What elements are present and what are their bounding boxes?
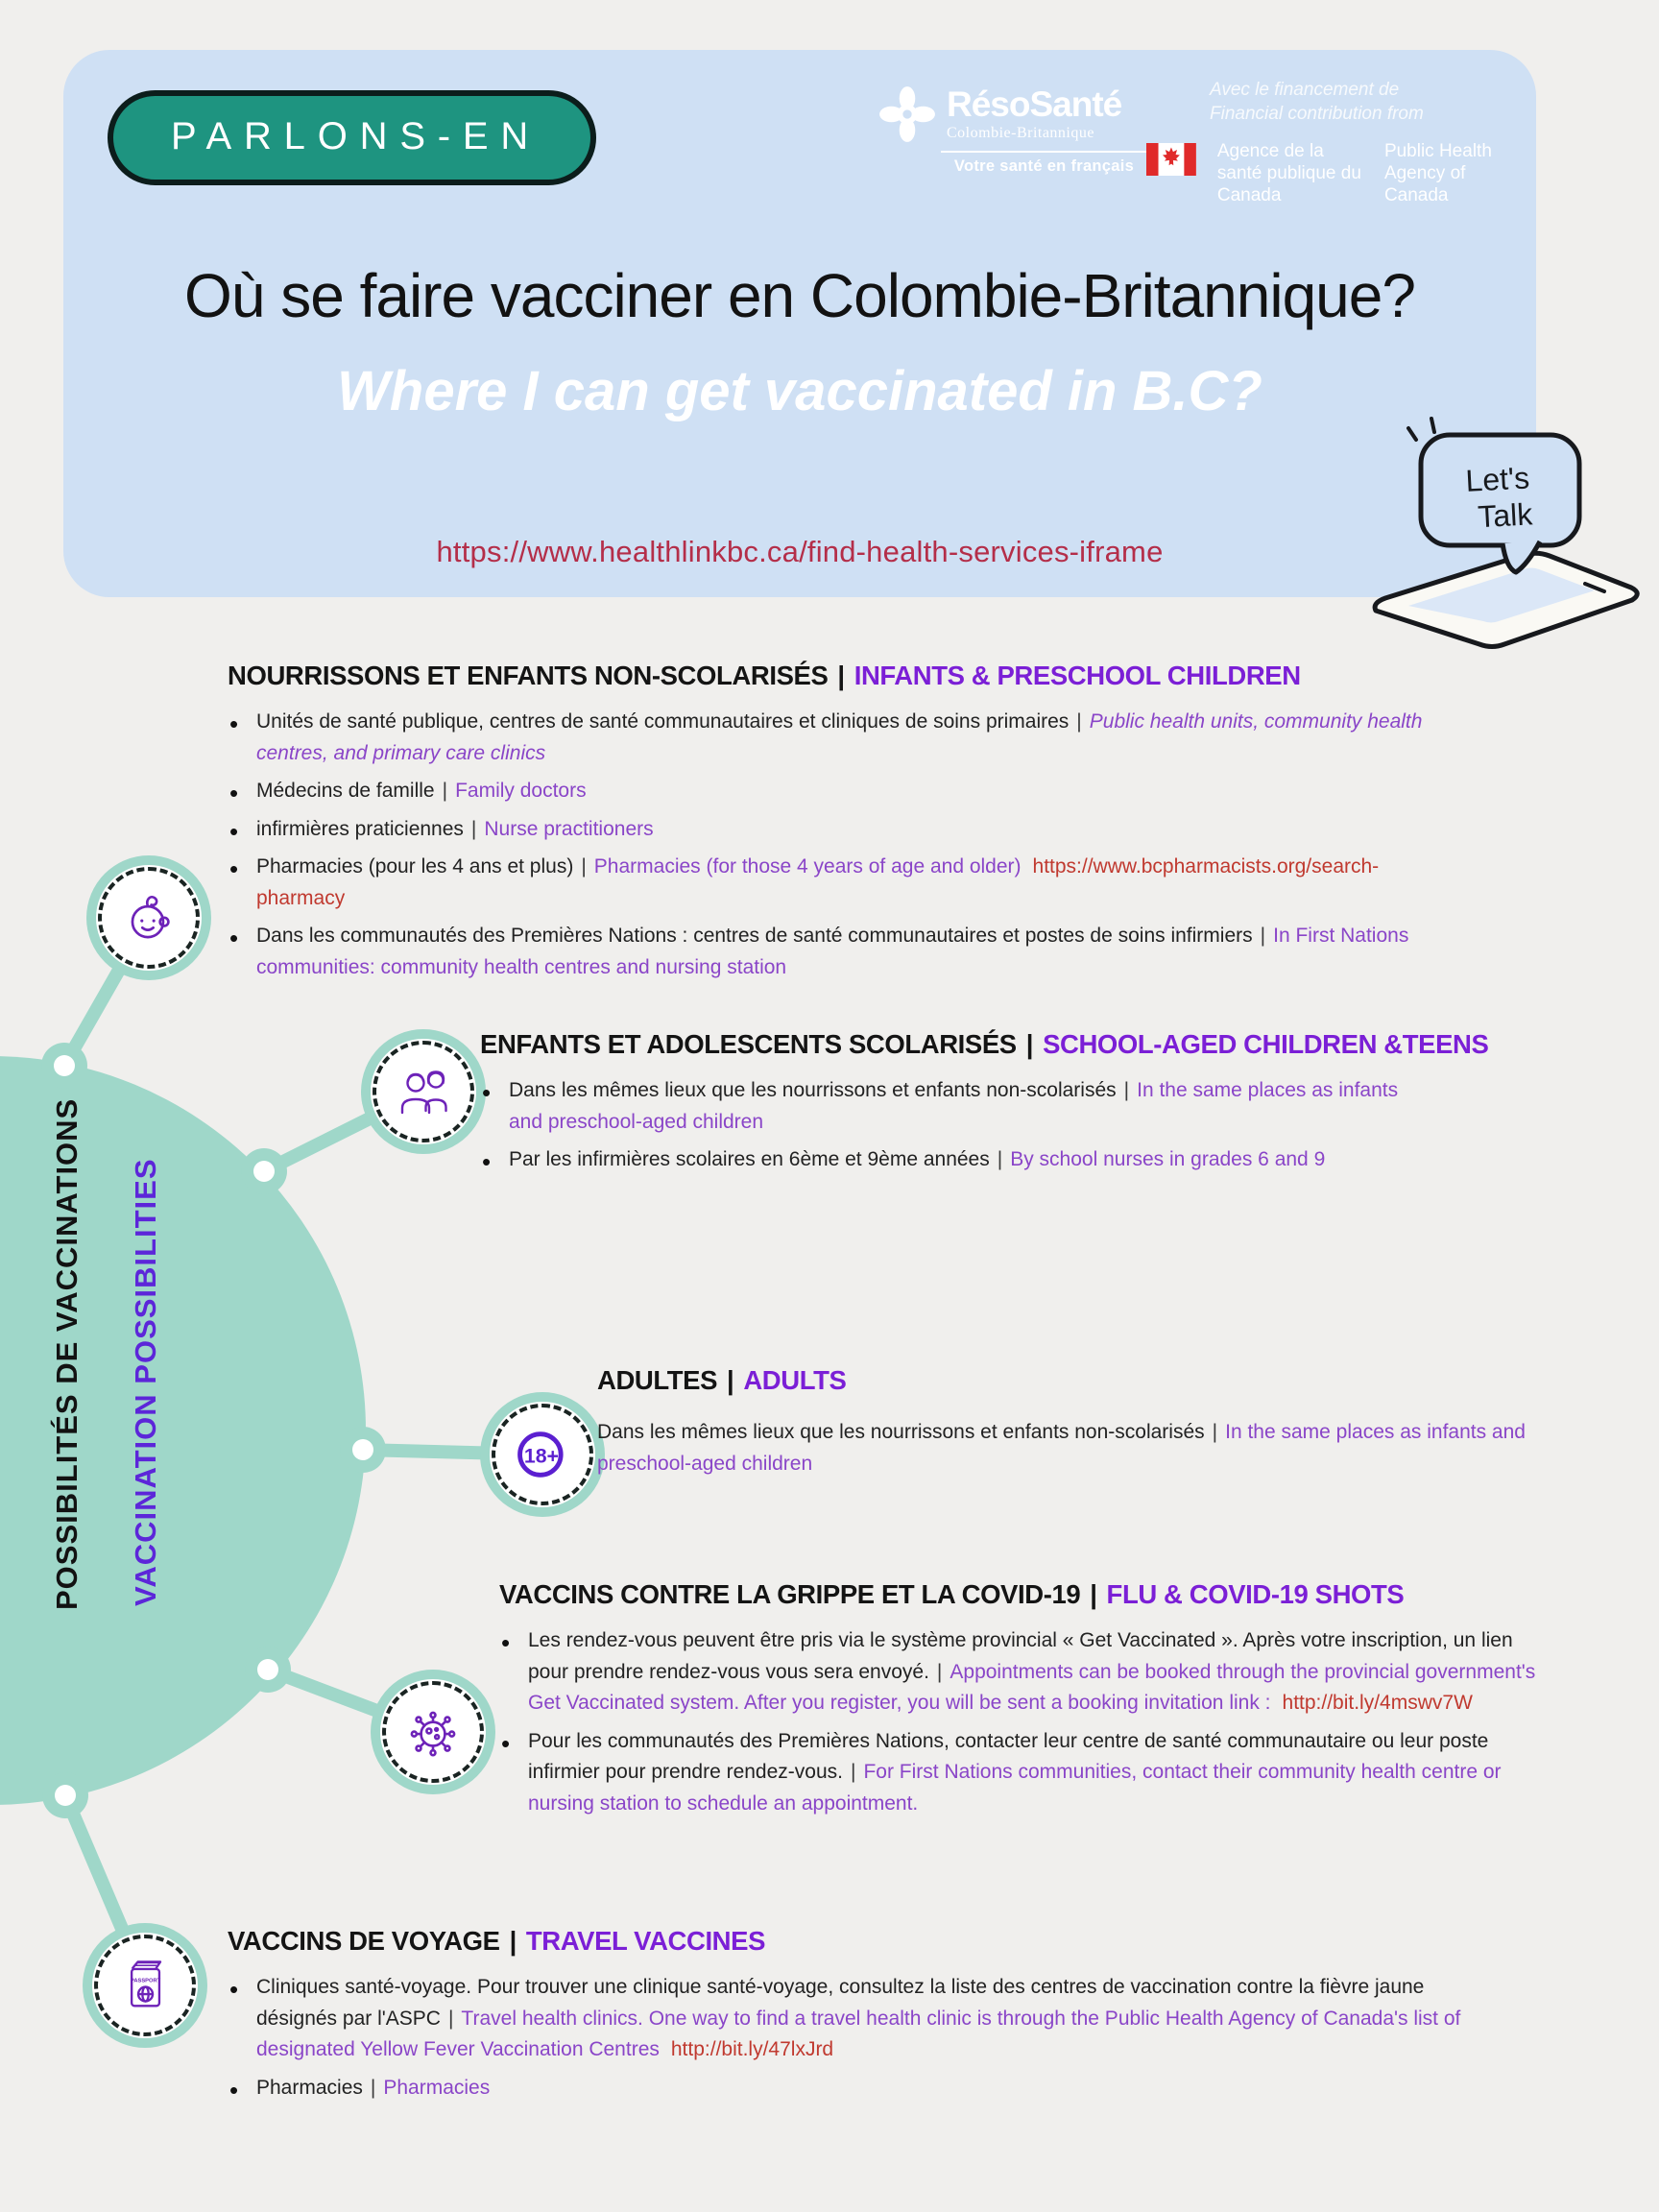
item-text-en: Nurse practitioners <box>484 817 654 840</box>
heading-separator: | <box>1025 1029 1034 1059</box>
item-text-en: Family doctors <box>455 780 587 803</box>
lets-talk-graphic <box>1358 411 1647 665</box>
list-item <box>256 814 1445 846</box>
section-infants-list <box>228 707 1445 983</box>
item-text-fr: Par les infirmières scolaires en 6ème et 9ème années <box>509 1148 990 1171</box>
list-item <box>256 921 1445 983</box>
item-text-en: Public health units, community health centres, and primary care clinics <box>256 710 1423 764</box>
logo-divider <box>941 151 1147 153</box>
section-infants <box>228 661 1445 990</box>
item-text-en: In the same places as infants and preschool-aged children <box>597 1421 1526 1475</box>
family-icon <box>393 1062 454 1121</box>
virus-icon <box>403 1702 463 1762</box>
funding-attribution <box>1146 79 1530 207</box>
item-text-fr: Médecins de famille <box>256 780 435 803</box>
item-text-fr: Pour les communautés des Premières Nations, contacter leur centre de santé communautaire ou leur poste infirmier pour prendre rendez-vous. <box>528 1729 1489 1784</box>
school-age-icon-circle <box>371 1039 476 1144</box>
flu-covid-icon-circle <box>380 1679 486 1785</box>
item-text-en: Travel health clinics. One way to find a travel health clinic is through the Public Health Agency of Canada's list of designated Yellow Fever Vaccination Centres <box>256 2007 1461 2061</box>
main-title-en: Where I can get vaccinated in B.C? <box>337 360 1262 422</box>
item-text-en: For First Nations communities, contact their community health centre or nursing station to schedule an appointment. <box>528 1761 1502 1815</box>
logo-subtitle: Colombie-Britannique <box>947 125 1094 141</box>
logo-tagline: Votre santé en français <box>953 157 1135 175</box>
section-travel <box>228 1926 1504 2110</box>
item-text-en: Pharmacies (for those 4 years of age and older) <box>593 855 1022 878</box>
separator: | <box>581 855 587 878</box>
list-item <box>256 776 1445 807</box>
funding-intro <box>1210 79 1530 126</box>
item-text-fr: Dans les communautés des Premières Nations : centres de santé communautaires et postes de soins infirmiers <box>256 925 1253 948</box>
item-text-en: By school nurses in grades 6 and 9 <box>1010 1148 1326 1171</box>
item-text-fr: Dans les mêmes lieux que les nourrissons et enfants non-scolarisés <box>597 1421 1205 1443</box>
heading-fr: VACCINS CONTRE LA GRIPPE ET LA COVID-19 <box>499 1579 1081 1609</box>
funding-line-en: Financial contribution from <box>1210 103 1424 124</box>
heading-fr: ENFANTS ET ADOLESCENTS SCOLARISÉS <box>480 1029 1017 1059</box>
eighteen-plus-label: 18+ <box>523 1444 560 1468</box>
healthlink-link[interactable]: https://www.healthlinkbc.ca/find-health-services-iframe <box>436 535 1164 568</box>
get-vaccinated-link[interactable]: http://bit.ly/4mswv7W <box>1282 1692 1473 1715</box>
header-url <box>63 535 1536 569</box>
heading-fr: VACCINS DE VOYAGE <box>228 1926 500 1956</box>
travel-icon-circle <box>92 1933 198 2038</box>
resosante-logo <box>878 84 1146 176</box>
yellow-fever-centres-link[interactable]: http://bit.ly/47lxJrd <box>670 2038 834 2061</box>
separator: | <box>370 2076 376 2099</box>
section-school-list <box>480 1075 1426 1176</box>
list-item <box>528 1625 1541 1719</box>
heading-en: SCHOOL-AGED CHILDREN &TEENS <box>1043 1029 1489 1059</box>
section-school-heading <box>480 1029 1489 1060</box>
separator: | <box>1260 925 1266 948</box>
separator: | <box>470 817 477 840</box>
item-text-fr: Cliniques santé-voyage. Pour trouver une clinique santé-voyage, consultez la liste des centres de vaccination contre la fièvre jaune désignés par l'ASPC <box>256 1976 1425 2030</box>
section-travel-heading <box>228 1926 1504 1957</box>
heading-en: FLU & COVID-19 SHOTS <box>1106 1579 1405 1609</box>
section-flu-heading <box>499 1579 1541 1610</box>
separator: | <box>850 1761 856 1784</box>
list-item <box>509 1075 1426 1138</box>
section-adults-heading <box>597 1365 1543 1396</box>
item-text-en: In First Nations communities: community health centres and nursing station <box>256 925 1409 978</box>
list-item <box>256 2073 1504 2104</box>
item-text-fr: infirmières praticiennes <box>256 817 464 840</box>
item-text-fr: Unités de santé publique, centres de santé communautaires et cliniques de soins primaires <box>256 710 1070 733</box>
heading-fr: NOURRISSONS ET ENFANTS NON-SCOLARISÉS <box>228 661 829 690</box>
heading-en: INFANTS & PRESCHOOL CHILDREN <box>854 661 1301 690</box>
eighteen-plus-icon <box>512 1424 573 1485</box>
lets-talk-line2: Talk <box>1477 496 1534 535</box>
heading-separator: | <box>727 1365 734 1395</box>
section-infants-heading <box>228 661 1445 691</box>
heading-en: TRAVEL VACCINES <box>525 1926 766 1956</box>
section-travel-list <box>228 1972 1504 2104</box>
separator: | <box>442 780 448 803</box>
separator: | <box>936 1660 943 1683</box>
section-school-aged <box>480 1029 1489 1183</box>
heading-separator: | <box>1090 1579 1097 1609</box>
item-text-fr: Les rendez-vous peuvent être pris via le système provincial « Get Vaccinated ». Après votre inscription, un lien pour prendre rendez-vous vous sera envoyé. <box>528 1629 1513 1683</box>
pharmacy-search-link[interactable]: https://www.bcpharmacists.org/search-pharmacy <box>256 855 1380 909</box>
section-adults-text <box>597 1417 1543 1479</box>
heading-separator: | <box>837 661 845 690</box>
passport-icon <box>114 1955 176 2016</box>
section-flu-covid <box>499 1579 1541 1826</box>
item-text-en: Appointments can be booked through the provincial government's Get Vaccinated system. After you register, you will be sent a booking invitation link : <box>528 1660 1536 1715</box>
canada-flag-icon <box>1146 141 1196 178</box>
separator: | <box>1076 710 1082 733</box>
logo-name: RésoSanté <box>947 84 1122 124</box>
separator: | <box>447 2007 454 2030</box>
resosante-flower-icon <box>878 84 937 144</box>
side-label-fr: POSSIBILITÉS DE VACCINATIONS <box>50 1097 84 1610</box>
header-banner <box>63 50 1536 597</box>
parlons-en-badge: PARLONS-EN <box>108 90 596 185</box>
item-text-en: In the same places as infants and preschool-aged children <box>509 1079 1399 1133</box>
main-title-fr: Où se faire vacciner en Colombie-Britannique? <box>184 260 1415 330</box>
list-item <box>528 1726 1541 1820</box>
passport-label: PASSPORT <box>130 1978 161 1984</box>
adults-icon-circle <box>490 1402 595 1507</box>
heading-fr: ADULTES <box>597 1365 718 1395</box>
heading-en: ADULTS <box>743 1365 847 1395</box>
separator: | <box>1123 1079 1130 1101</box>
list-item <box>509 1144 1426 1176</box>
heading-separator: | <box>509 1926 517 1956</box>
phone-speech-bubble-icon <box>1358 411 1647 661</box>
baby-icon <box>119 888 179 948</box>
separator: | <box>1212 1421 1218 1443</box>
item-text-fr: Pharmacies <box>256 2076 363 2099</box>
lets-talk-line1: Let's <box>1464 460 1530 498</box>
agency-name-fr: Agence de la santé publique du Canada <box>1216 141 1361 205</box>
list-item <box>256 852 1445 914</box>
infants-icon-circle <box>96 865 202 971</box>
item-text-fr: Dans les mêmes lieux que les nourrissons et enfants non-scolarisés <box>509 1079 1117 1101</box>
list-item <box>256 707 1445 769</box>
section-flu-list <box>499 1625 1541 1819</box>
side-label-en: VACCINATION POSSIBILITIES <box>129 1158 162 1606</box>
item-text-en: Pharmacies <box>383 2076 491 2099</box>
item-text-fr: Pharmacies (pour les 4 ans et plus) <box>256 855 574 878</box>
agency-name-en: Public Health Agency of Canada <box>1383 141 1492 205</box>
list-item <box>256 1972 1504 2066</box>
section-adults <box>597 1365 1543 1500</box>
separator: | <box>997 1148 1003 1171</box>
funding-line-fr: Avec le financement de <box>1210 80 1400 100</box>
